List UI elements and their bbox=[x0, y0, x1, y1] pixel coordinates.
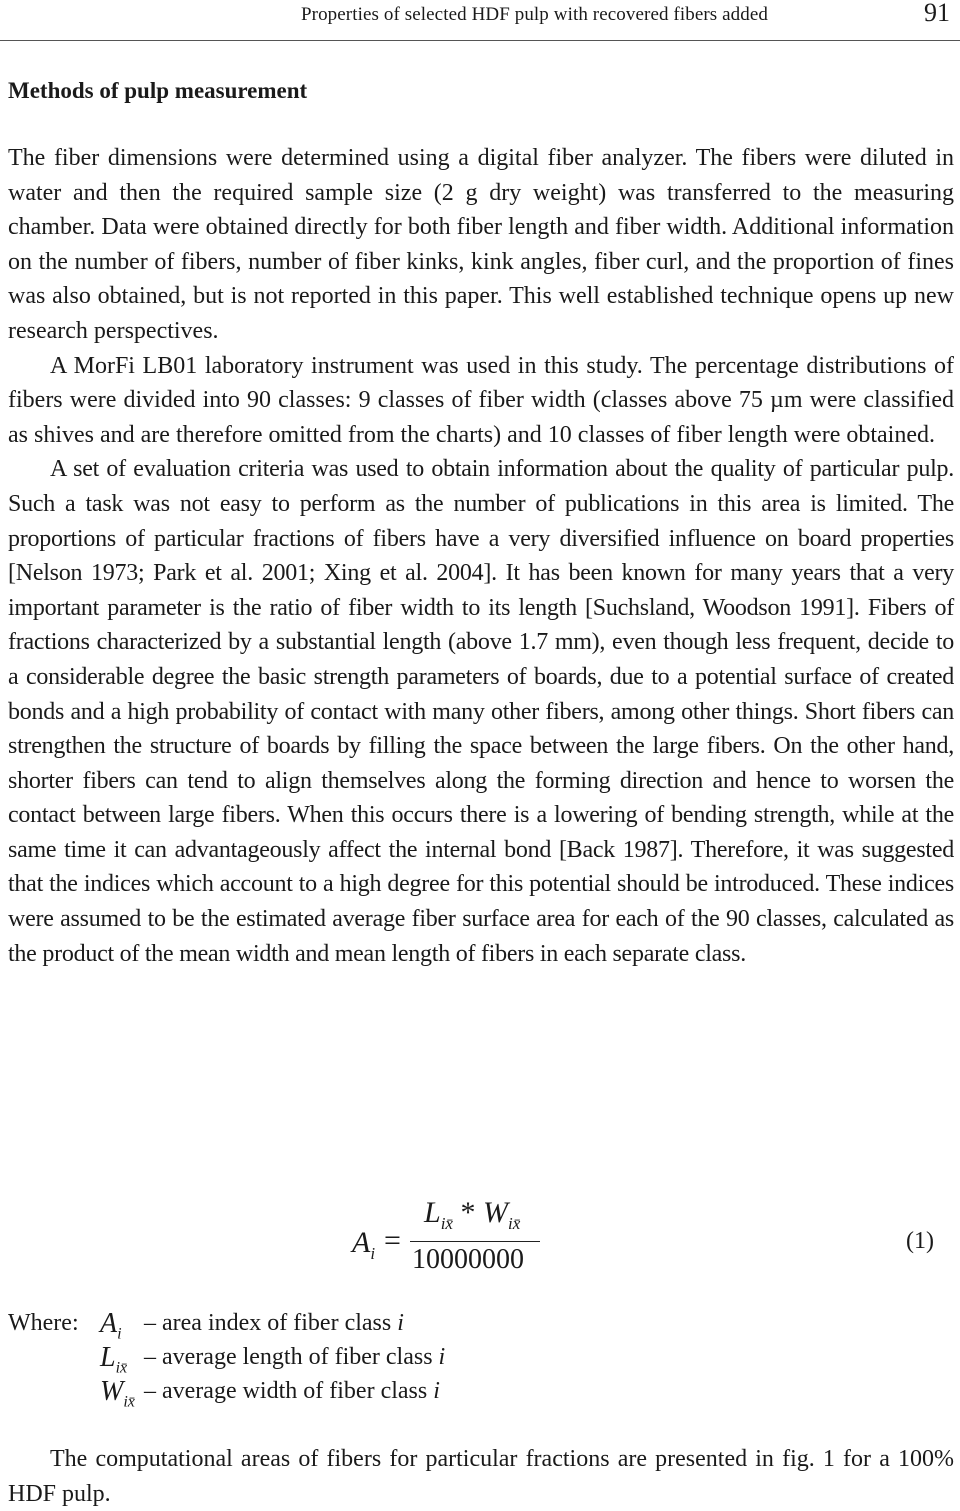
running-header bbox=[0, 0, 960, 41]
legend-where-label: Where: bbox=[8, 1310, 79, 1336]
legend-description: – average width of fiber class i bbox=[144, 1378, 440, 1404]
fraction-bar bbox=[410, 1241, 540, 1242]
equation-lhs: $A_i$ bbox=[352, 1226, 376, 1263]
page-number: 91 bbox=[924, 0, 950, 27]
legend-symbol: $A_i$ bbox=[100, 1308, 122, 1343]
paragraph-1: The fiber dimensions were determined using a digital fiber analyzer. The fibers were diluted in water and then the required sample size (2 g dry weight) was transferred to the measuring chamber. Data were obtained directly for both fiber length and fiber width. Additional information on the number of fibers, number of fiber kinks, kink angles, fiber curl, and the proportion of fines was also obtained, but is not reported in this paper. This well established technique opens up new research perspectives. bbox=[8, 145, 954, 344]
equation-numerator: $L_{ix̄} * W_{ix̄}$ bbox=[424, 1196, 521, 1233]
equation-1 bbox=[0, 1196, 960, 1286]
equals-sign: = bbox=[384, 1224, 401, 1257]
legend-description: – average length of fiber class i bbox=[144, 1344, 446, 1370]
paragraph-3: A set of evaluation criteria was used to obtain information about the quality of particular pulp. Such a task was not easy to perform as the number of publications in this area is limited. The proportions of particular fractions of fibers have a very diversified influence on board properties [Nelson 1973; Park et al. 2001; Xing et al. 2004]. It has been known for many years that a very important parameter is the ratio of fiber width to its length [Suchsland, Woodson 1991]. Fibers of fractions characterized by a substantial length (above 1.7 mm), even though less frequent, decide to a considerable degree the basic strength parameters of boards, due to a potential surface of created bonds and a high probability of contact with many other fibers, among other things. Short fibers can strengthen the structure of boards by filling the space between the large fibers. On the other hand, shorter fibers can tend to align themselves along the forming direction and hence to worsen the contact between large fibers. When this occurs there is a lowering of bending strength, while at the same time it can advantageously affect the internal bond [Back 1987]. Therefore, it was suggested that the indices which account to a high degree for this potential should be introduced. These indices were assumed to be the estimated average fiber surface area for each of the 90 classes, calculated as the product of the mean width and mean length of fibers in each separate class. bbox=[8, 456, 954, 967]
closing-paragraph: The computational areas of fibers for particular fractions are presented in fig. 1 for a 100% HDF pulp. bbox=[8, 1446, 954, 1507]
body-text bbox=[8, 141, 954, 971]
equation-number: (1) bbox=[906, 1228, 934, 1254]
equation-denominator: 10000000 bbox=[412, 1244, 524, 1275]
running-title: Properties of selected HDF pulp with recovered fibers added bbox=[300, 4, 768, 25]
legend-description: – area index of fiber class i bbox=[144, 1310, 404, 1336]
paragraph-2: A MorFi LB01 laboratory instrument was used in this study. The percentage distributions of fibers were divided into 90 classes: 9 classes of fiber width (classes above 75 µm were classified as shives and are therefore omitted from the charts) and 10 classes of fiber length were obtained. bbox=[8, 352, 954, 448]
section-heading: Methods of pulp measurement bbox=[8, 78, 308, 103]
legend-symbol: $L_{ix̄}$ bbox=[100, 1342, 128, 1377]
legend-symbol: $W_{ix̄}$ bbox=[100, 1376, 135, 1411]
